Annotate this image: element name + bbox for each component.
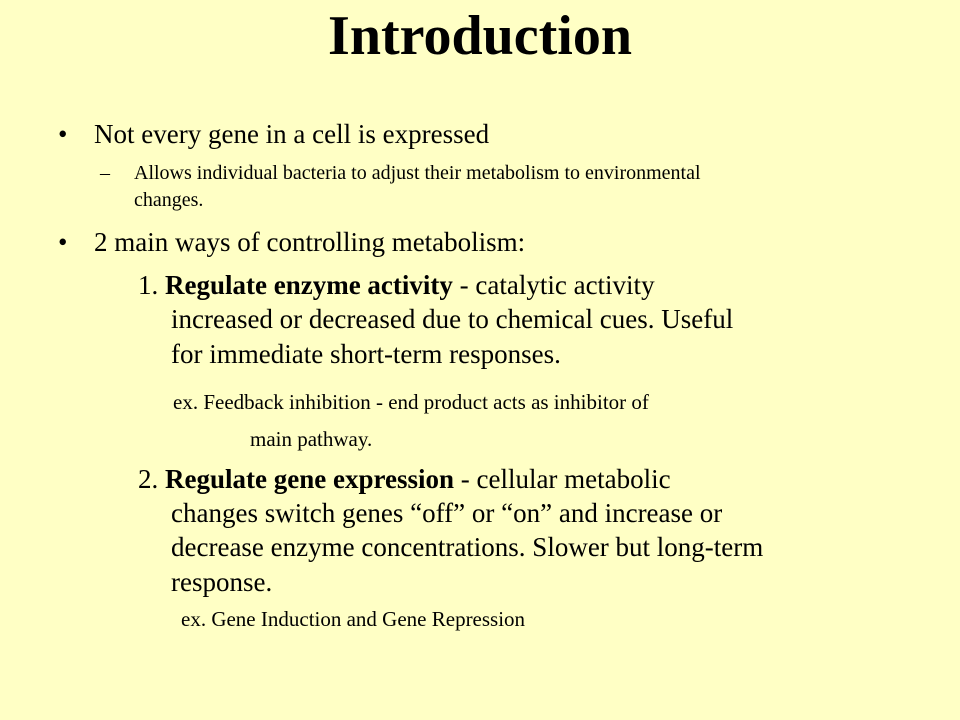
bullet-1-text: Not every gene in a cell is expressed	[94, 119, 490, 149]
item-2-rest: - cellular metabolic	[453, 464, 671, 494]
item-2-line-3: decrease enzyme concentrations. Slower but long-term	[171, 532, 764, 562]
item-2-example-line-1: ex. Gene Induction and Gene Repression	[181, 607, 526, 631]
item-1-example-line-2: main pathway.	[250, 427, 373, 451]
item-1-number: 1.	[138, 270, 165, 300]
bullet-marker: •	[58, 227, 68, 257]
item-1-example-line-1: ex. Feedback inhibition - end product acts as inhibitor of	[173, 390, 649, 414]
item-1-rest: - catalytic activity	[452, 270, 655, 300]
sub-bullet-line-2: changes.	[134, 189, 204, 211]
item-1-heading: Regulate enzyme activity	[165, 270, 453, 300]
item-1-line-3: for immediate short-term responses.	[171, 339, 561, 369]
item-1-line-1	[138, 268, 655, 303]
item-2-line-4: response.	[171, 567, 273, 597]
sub-bullet-line-1: Allows individual bacteria to adjust their metabolism to environmental	[134, 162, 701, 184]
item-2-line-2: changes switch genes “off” or “on” and increase or	[171, 498, 723, 528]
item-2-heading: Regulate gene expression	[165, 464, 454, 494]
sub-bullet-dash: –	[100, 162, 110, 184]
bullet-2-text: 2 main ways of controlling metabolism:	[94, 227, 526, 257]
slide-title: Introduction	[328, 5, 632, 67]
item-2-line-1	[138, 462, 671, 497]
item-2-number: 2.	[138, 464, 165, 494]
bullet-marker: •	[58, 119, 68, 149]
sub-bullet-1	[100, 160, 920, 220]
item-1-line-2: increased or decreased due to chemical cues. Useful	[171, 304, 734, 334]
